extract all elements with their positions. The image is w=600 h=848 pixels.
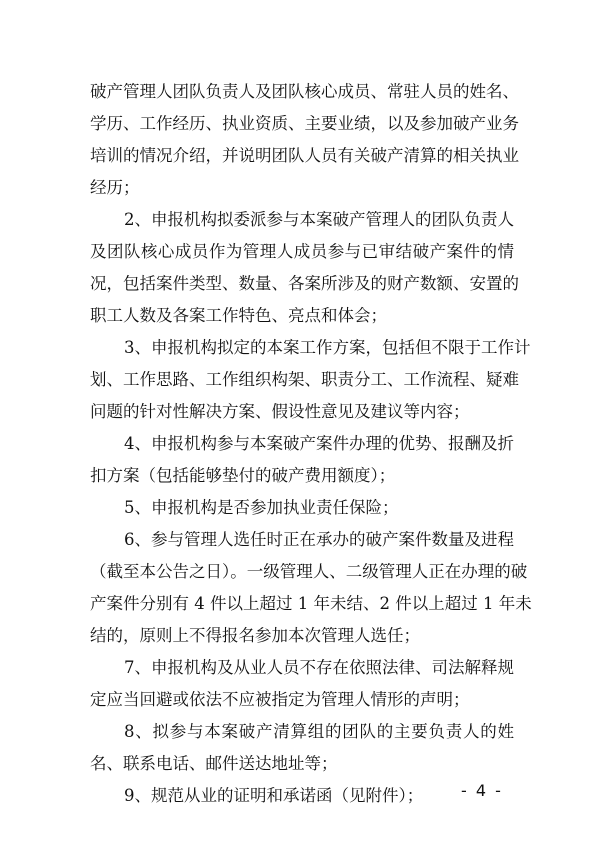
- page-number: - 4 -: [461, 781, 503, 800]
- paragraph-item-7: [90, 652, 514, 716]
- paragraph-item-9: [90, 780, 514, 812]
- text-line: 问题的针对性解决方案、假设性意见及建议等内容；: [90, 402, 470, 421]
- text-line: 定应当回避或依法不应被指定为管理人情形的声明；: [90, 690, 470, 709]
- paragraph-item-3: [90, 332, 531, 428]
- paragraph-item-4: [90, 428, 514, 492]
- text-line: 7、申报机构及从业人员不存在依照法律、司法解释规: [124, 658, 514, 677]
- paragraph-item-2: [90, 204, 519, 332]
- text-line: 4、申报机构参与本案破产案件办理的优势、报酬及折: [124, 434, 514, 453]
- paragraph-continuation: [90, 76, 519, 204]
- text-line: 9、规范从业的证明和承诺函（见附件）；: [124, 786, 424, 805]
- paragraph-item-8: [90, 716, 514, 780]
- text-line: 产案件分别有 4 件以上超过 1 年未结、2 件以上超过 1 年未: [90, 594, 532, 613]
- text-line: 经历；: [90, 178, 140, 197]
- text-line: 培训的情况介绍，并说明团队人员有关破产清算的相关执业: [90, 146, 519, 165]
- text-line: （截至本公告之日）。一级管理人、二级管理人正在办理的破: [90, 562, 528, 581]
- text-line: 及团队核心成员作为管理人成员参与已审结破产案件的情: [90, 242, 514, 261]
- text-line: 况，包括案件类型、数量、各案所涉及的财产数额、安置的: [90, 274, 519, 293]
- text-line: 8、拟参与本案破产清算组的团队的主要负责人的姓: [124, 722, 514, 741]
- document-body: [90, 76, 532, 812]
- text-line: 2、申报机构拟委派参与本案破产管理人的团队负责人: [124, 210, 514, 229]
- text-line: 破产管理人团队负责人及团队核心成员、常驻人员的姓名、: [90, 82, 519, 101]
- text-line: 3、申报机构拟定的本案工作方案，包括但不限于工作计: [124, 338, 531, 357]
- text-line: 结的，原则上不得报名参加本次管理人选任；: [90, 626, 420, 645]
- text-line: 职工人数及各案工作特色、亮点和体会；: [90, 306, 387, 325]
- text-line: 名、联系电话、邮件送达地址等；: [90, 754, 338, 773]
- text-line: 扣方案（包括能够垫付的破产费用额度）；: [90, 466, 396, 485]
- paragraph-item-6: [90, 524, 532, 652]
- text-line: 6、参与管理人选任时正在承办的破产案件数量及进程: [124, 530, 514, 549]
- text-line: 5、申报机构是否参加执业责任保险；: [124, 498, 399, 517]
- text-line: 划、工作思路、工作组织构架、职责分工、工作流程、疑难: [90, 370, 519, 389]
- paragraph-item-5: [90, 492, 514, 524]
- text-line: 学历、工作经历、执业资质、主要业绩，以及参加破产业务: [90, 114, 519, 133]
